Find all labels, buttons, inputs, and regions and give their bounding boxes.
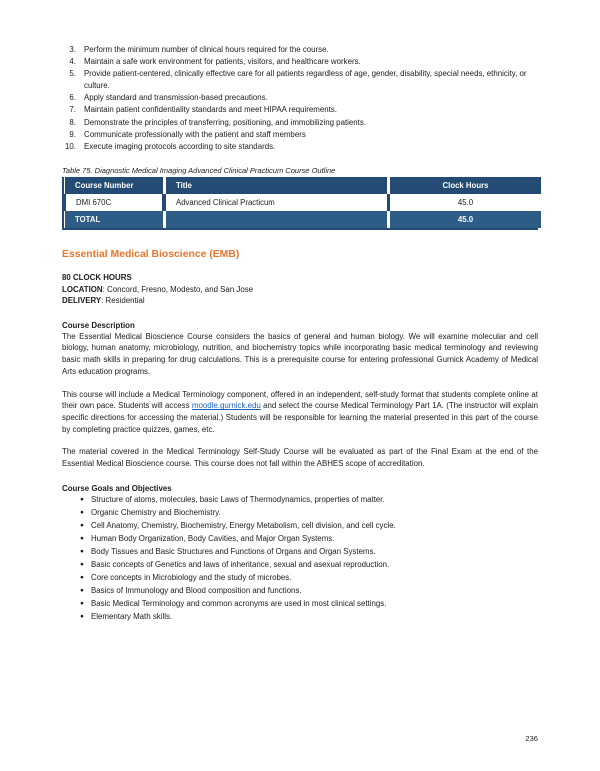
table-total-label: TOTAL: [75, 214, 101, 224]
paragraph-2-text-after-link: and select the course Medical Terminology Part 1A. (The instructor will explain specific directions for accessing the material.) Students will be responsible for learning the material presented in this part of the course by completing practice quizzes, games, etc.: [62, 401, 538, 434]
list-item-number: 4.: [69, 57, 76, 67]
table-total-label-cell: [65, 211, 163, 228]
list-item-text: Cell Anatomy, Chemistry, Biochemistry, Energy Metabolism, cell division, and cell cycle.: [91, 520, 396, 530]
table-header-clock-hours-label: Clock Hours: [442, 180, 489, 190]
bullet-icon: ●: [80, 521, 84, 529]
bullet-icon: ●: [80, 586, 84, 594]
moodle-link[interactable]: moodle.gurnick.edu: [191, 401, 261, 411]
list-item-text: Communicate professionally with the patient and staff members: [84, 129, 306, 139]
table-cell-title: [166, 194, 387, 211]
course-description-paragraph-3: The material covered in the Medical Terminology Self-Study Course will be evaluated as part of the Final Exam at the end of the Essential Medical Bioscience course. This course does not fall within the ABHES scope of accreditation.: [62, 447, 538, 469]
list-item-text: Structure of atoms, molecules, basic Laws of Thermodynamics, properties of matter.: [91, 494, 385, 504]
section-meta-block: [62, 272, 538, 307]
list-item: [62, 56, 538, 68]
list-item: [62, 507, 538, 519]
bullet-icon: ●: [80, 547, 84, 555]
list-item: [62, 117, 538, 129]
page-number: 236: [525, 734, 538, 743]
clinical-objectives-list: [62, 44, 538, 153]
course-outline-table-wrapper: [62, 177, 538, 228]
list-item-text: Basic Medical Terminology and common acronyms are used in most clinical settings.: [91, 598, 387, 608]
list-item-text: Perform the minimum number of clinical hours required for the course.: [84, 45, 329, 54]
list-item: [62, 611, 538, 623]
bullet-icon: ●: [80, 560, 84, 568]
bullet-icon: ●: [80, 599, 84, 607]
list-item-text: Core concepts in Microbiology and the study of microbes.: [91, 572, 292, 582]
bullet-icon: ●: [80, 495, 84, 503]
list-item-text: Demonstrate the principles of transferring, positioning, and immobilizing patients.: [84, 117, 367, 127]
list-item-number: 5.: [69, 69, 76, 79]
bullet-icon: ●: [80, 534, 84, 542]
clock-hours-label: 80 CLOCK HOURS: [62, 273, 132, 282]
list-item: [62, 68, 538, 91]
table-header-title-label: Title: [176, 180, 192, 190]
list-item-text: Apply standard and transmission-based precautions.: [84, 93, 268, 103]
list-item: [62, 141, 538, 153]
bullet-icon: ●: [80, 612, 84, 620]
list-item: [62, 533, 538, 545]
list-item-text: Maintain a safe work environment for patients, visitors, and healthcare workers.: [84, 57, 361, 67]
bullet-icon: ●: [80, 573, 84, 581]
list-item: [62, 44, 538, 56]
table-total-clock-hours-value: 45.0: [457, 214, 474, 224]
list-item-number: 10.: [65, 141, 76, 151]
list-item-number: 6.: [69, 93, 76, 103]
table-cell-course-number: [65, 194, 163, 211]
paragraph-2-text-before-link: This course will include a Medical Terminology component, offered in an independent, self-study format that students complete online at their own pace. Students will access: [62, 389, 538, 411]
list-item-text: Body Tissues and Basic Structures and Functions of Organs and Organ Systems.: [91, 546, 376, 556]
list-item-text: Execute imaging protocols according to site standards.: [84, 141, 276, 151]
delivery-line: [62, 295, 538, 307]
location-line: [62, 284, 538, 296]
list-item-text: Basic concepts of Genetics and laws of inheritance, sexual and asexual reproduction.: [91, 559, 390, 569]
list-item-number: 9.: [69, 129, 76, 139]
list-item: [62, 572, 538, 584]
list-item-text: Provide patient-centered, clinically effective care for all patients regardless of age, gender, disability, special needs, ethnicity, or culture.: [84, 69, 527, 90]
delivery-value: : Residential: [101, 296, 145, 306]
bullet-icon: ●: [80, 508, 84, 516]
table-header-row: [65, 177, 541, 194]
table-bottom-rule: [62, 228, 538, 231]
list-item: [62, 129, 538, 141]
list-item-number: 8.: [69, 117, 76, 127]
section-heading: Essential Medical Bioscience (EMB): [62, 249, 240, 260]
course-goals-list: [62, 494, 538, 623]
course-description-heading: Course Description: [62, 320, 135, 330]
list-item-text: Basics of Immunology and Blood composition and functions.: [91, 585, 302, 595]
list-item: [62, 585, 538, 597]
list-item-number: 3.: [69, 45, 76, 54]
list-item: [62, 546, 538, 558]
table-cell-course-number-value: DMI 670C: [76, 197, 112, 207]
table-header-clock-hours: [390, 177, 541, 194]
table-caption: Table 75. Diagnostic Medical Imaging Advanced Clinical Practicum Course Outline: [62, 165, 336, 175]
list-item-text: Maintain patient confidentiality standards and meet HIPAA requirements.: [84, 105, 337, 115]
list-item: [62, 104, 538, 116]
list-item: [62, 494, 538, 506]
list-item: [62, 559, 538, 571]
table-total-title-cell: [166, 211, 387, 228]
table-header-course-number-label: Course Number: [75, 180, 134, 190]
course-description-paragraph-2: [62, 389, 538, 436]
location-value: : Concord, Fresno, Modesto, and San Jose: [102, 284, 254, 294]
delivery-label: DELIVERY: [62, 296, 102, 306]
course-description-paragraph-1: The Essential Medical Bioscience Course considers the basics of general and human biology. We will examine molecular and cell biology, human anatomy, microbiology, nutrition, and biochemistry topics while incorporating basic medical terminology and reviewing basic math skills in preparing for drug calculations. This is a prerequisite course for entering professional Gurnick Academy of Medical Arts education programs.: [62, 331, 538, 376]
list-item: [62, 598, 538, 610]
table-cell-clock-hours-value: 45.0: [457, 197, 474, 207]
list-item: [62, 520, 538, 532]
table-row: [65, 194, 541, 211]
table-cell-clock-hours: [390, 194, 541, 211]
list-item: [62, 92, 538, 104]
list-item-text: Elementary Math skills.: [91, 611, 173, 621]
location-label: LOCATION: [62, 284, 103, 294]
table-header-title: [166, 177, 387, 194]
list-item-text: Human Body Organization, Body Cavities, and Major Organ Systems.: [91, 533, 335, 543]
course-outline-table: [64, 177, 541, 228]
table-total-clock-hours-cell: [390, 211, 541, 228]
list-item-text: Organic Chemistry and Biochemistry.: [91, 507, 221, 517]
table-cell-title-value: Advanced Clinical Practicum: [176, 197, 275, 207]
list-item-number: 7.: [69, 105, 76, 115]
course-goals-heading: Course Goals and Objectives: [62, 483, 172, 493]
table-header-course-number: [65, 177, 163, 194]
table-total-row: [65, 211, 541, 228]
